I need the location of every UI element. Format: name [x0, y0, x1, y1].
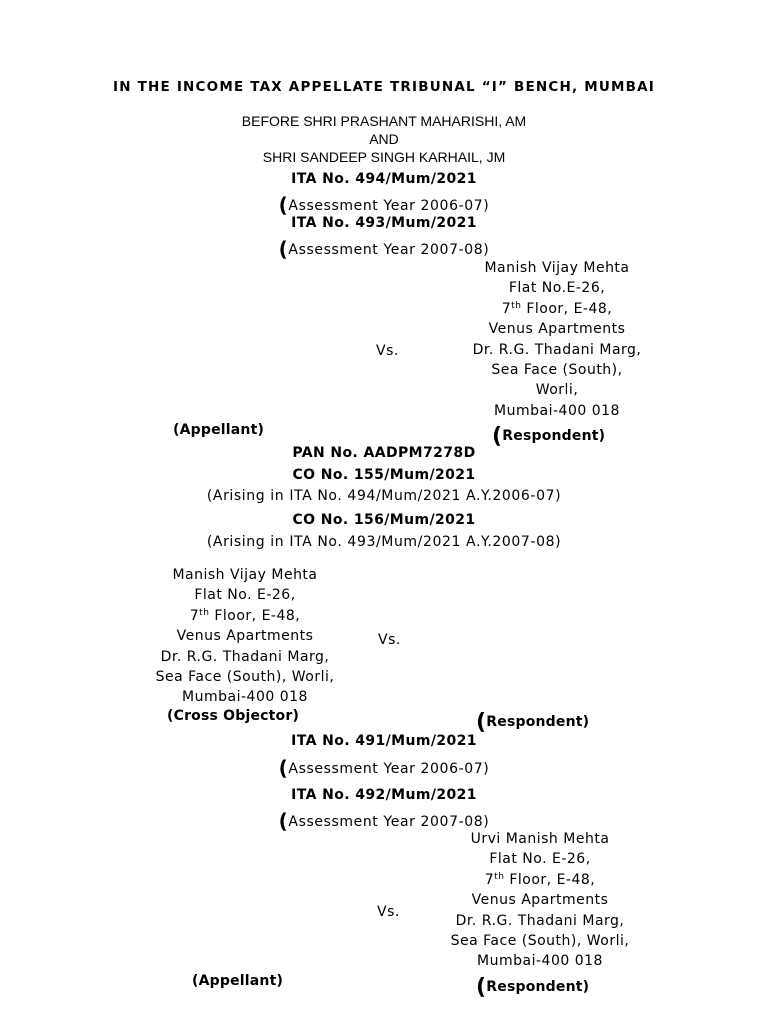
cross-objection-number-1: CO No. 155/Mum/2021	[292, 467, 476, 483]
cross-objection-number-2: CO No. 156/Mum/2021	[292, 512, 476, 528]
bench-and-line: AND	[369, 131, 399, 147]
versus-label: Vs.	[377, 904, 400, 920]
cross-objector-address: Manish Vijay Mehta Flat No. E-26, 7th Floor, E-48, Venus Apartments Dr. R.G. Thadani Marg, Sea Face (South), Worli, Mumbai-400 018	[155, 567, 335, 706]
arising-note-2: (Arising in ITA No. 493/Mum/2021 A.Y.2007-08)	[206, 534, 562, 550]
arising-note-1: (Arising in ITA No. 494/Mum/2021 A.Y.2006-07)	[206, 488, 562, 504]
assessment-year-1: (Assessment Year 2006-07)	[278, 193, 490, 217]
appellant-label: (Appellant)	[192, 973, 284, 989]
cross-objector-label: (Cross Objector)	[167, 708, 300, 724]
appeal-number-3: ITA No. 491/Mum/2021	[291, 733, 477, 749]
appellant-label: (Appellant)	[173, 422, 265, 438]
bench-before-line: BEFORE SHRI PRASHANT MAHARISHI, AM	[241, 113, 527, 129]
respondent-address: Manish Vijay Mehta Flat No.E-26, 7th Floor, E-48, Venus Apartments Dr. R.G. Thadani Marg, Sea Face (South), Worli, Mumbai-400 018	[472, 260, 642, 419]
respondent-label: (Respondent)	[492, 424, 606, 449]
tribunal-title: IN THE INCOME TAX APPELLATE TRIBUNAL “I” BENCH, MUMBAI	[112, 79, 656, 95]
respondent-label: (Respondent)	[476, 975, 590, 1000]
appeal-number-1: ITA No. 494/Mum/2021	[291, 171, 477, 187]
pan-number: PAN No. AADPM7278D	[292, 445, 476, 461]
assessment-year-3: (Assessment Year 2006-07)	[278, 756, 490, 780]
versus-label: Vs.	[376, 343, 399, 359]
bench-member-line: SHRI SANDEEP SINGH KARHAIL, JM	[262, 149, 506, 165]
respondent-address: Urvi Manish Mehta Flat No. E-26, 7th Floor, E-48, Venus Apartments Dr. R.G. Thadani Marg, Sea Face (South), Worli, Mumbai-400 018	[450, 831, 630, 970]
appeal-number-4: ITA No. 492/Mum/2021	[291, 787, 477, 803]
assessment-year-2: (Assessment Year 2007-08)	[278, 237, 490, 261]
assessment-year-4: (Assessment Year 2007-08)	[278, 809, 490, 833]
appeal-number-2: ITA No. 493/Mum/2021	[291, 215, 477, 231]
respondent-label: (Respondent)	[476, 710, 590, 735]
versus-label: Vs.	[378, 632, 401, 648]
